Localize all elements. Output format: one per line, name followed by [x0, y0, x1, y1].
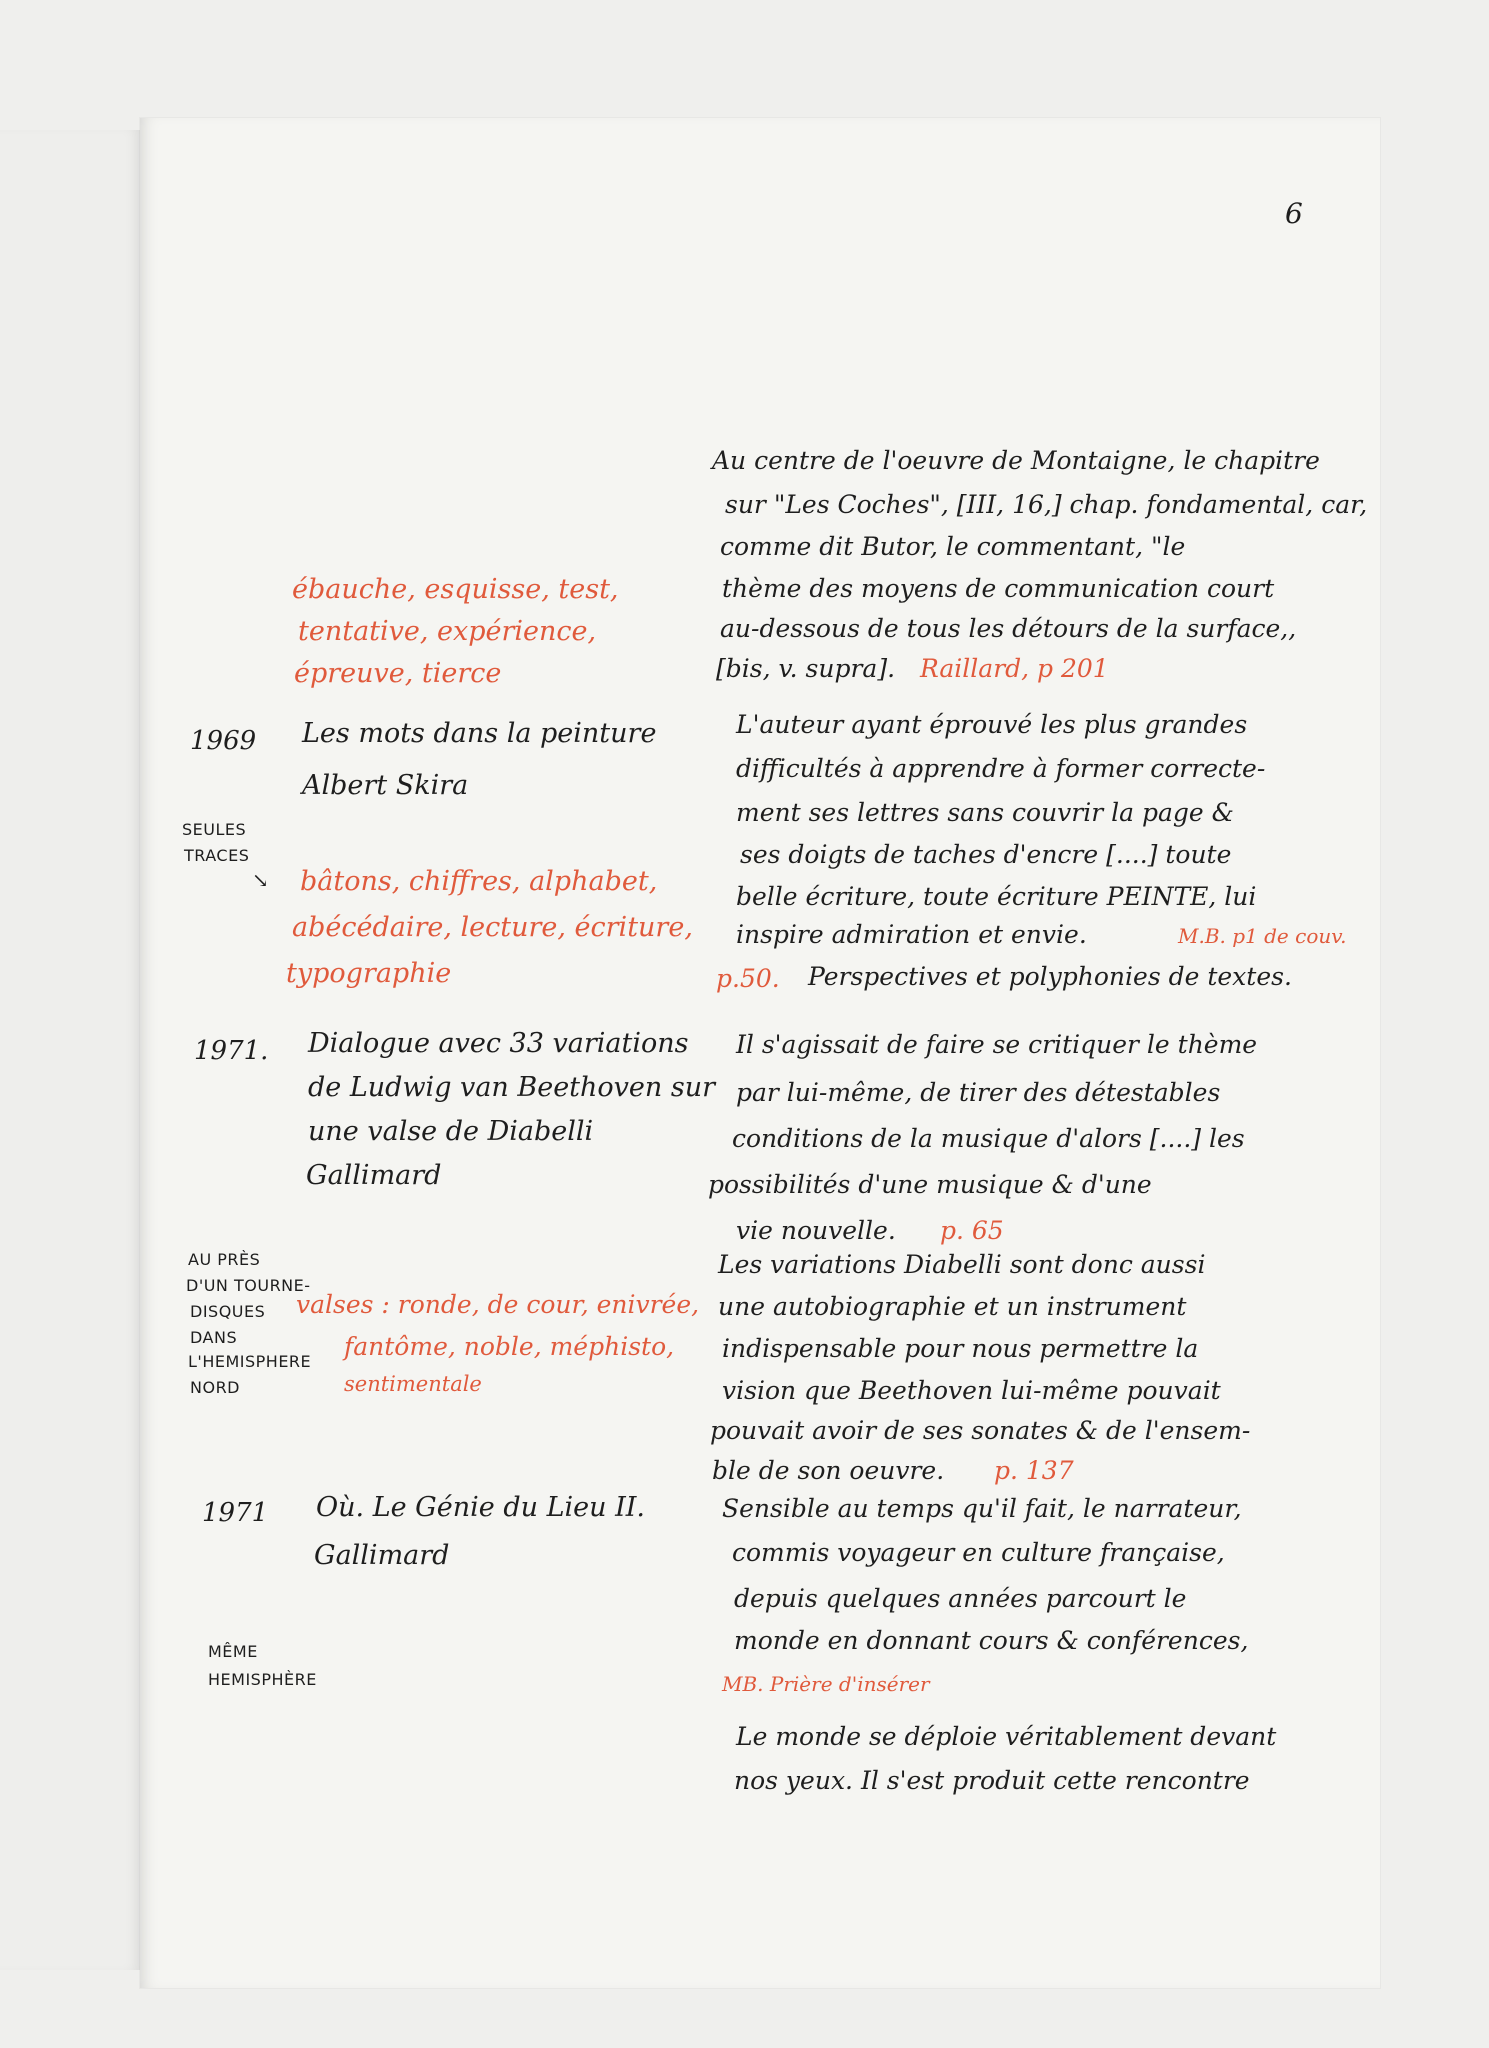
text-line: [bis, v. supra].: [716, 654, 896, 683]
margin-note: MÊME: [208, 1642, 258, 1661]
left-page-edge: [0, 130, 140, 1970]
text-line: indispensable pour nous permettre la: [722, 1334, 1199, 1363]
text-line: commis voyageur en culture française,: [732, 1538, 1225, 1567]
arrow-icon: ↘: [252, 868, 269, 892]
entry-year: 1971: [202, 1498, 269, 1528]
text-line: conditions de la musique d'alors [....] les: [732, 1124, 1245, 1153]
margin-note: D'UN TOURNE-: [186, 1276, 311, 1295]
text-line: thème des moyens de communication court: [722, 574, 1275, 603]
red-annotation: bâtons, chiffres, alphabet,: [300, 866, 658, 897]
text-line: au-dessous de tous les détours de la surface,,: [720, 614, 1297, 643]
text-line: une autobiographie et un instrument: [718, 1292, 1187, 1321]
text-line: pouvait avoir de ses sonates & de l'ensem-: [710, 1416, 1251, 1445]
citation-ref: p. 65: [940, 1216, 1004, 1245]
red-annotation: épreuve, tierce: [294, 658, 502, 689]
text-line: monde en donnant cours & conférences,: [734, 1626, 1249, 1655]
red-annotation: sentimentale: [344, 1372, 482, 1396]
margin-note: NORD: [190, 1378, 240, 1397]
text-line: possibilités d'une musique & d'une: [708, 1170, 1152, 1199]
book-title: une valse de Diabelli: [308, 1116, 594, 1147]
text-line: L'auteur ayant éprouvé les plus grandes: [736, 710, 1248, 739]
text-line: Sensible au temps qu'il fait, le narrateur,: [722, 1494, 1242, 1523]
red-annotation: abécédaire, lecture, écriture,: [292, 912, 693, 943]
text-line: comme dit Butor, le commentant, "le: [720, 532, 1186, 561]
text-line: ment ses lettres sans couvrir la page &: [736, 798, 1234, 827]
text-line: Le monde se déploie véritablement devant: [736, 1722, 1277, 1751]
book-title: de Ludwig van Beethoven sur: [308, 1072, 716, 1103]
text-line: Les variations Diabelli sont donc aussi: [718, 1250, 1206, 1279]
text-line: Il s'agissait de faire se critiquer le thème: [736, 1030, 1258, 1059]
text-line: difficultés à apprendre à former correcte-: [736, 754, 1266, 783]
red-annotation: valses : ronde, de cour, enivrée,: [296, 1290, 700, 1319]
text-line: belle écriture, toute écriture PEINTE, lui: [736, 882, 1257, 911]
entry-year: 1971.: [194, 1036, 269, 1066]
citation-ref: Raillard, p 201: [920, 654, 1109, 683]
book-publisher: Gallimard: [306, 1160, 442, 1191]
text-line: vision que Beethoven lui-même pouvait: [722, 1376, 1221, 1405]
text-line: ses doigts de taches d'encre [....] toute: [740, 840, 1232, 869]
page-number: 6: [1285, 197, 1303, 230]
book-title: Les mots dans la peinture: [302, 718, 657, 749]
text-line: ble de son oeuvre.: [712, 1456, 945, 1485]
red-annotation: tentative, expérience,: [298, 616, 597, 647]
margin-note: AU PRÈS: [188, 1250, 261, 1269]
margin-note: DANS: [190, 1328, 238, 1347]
red-annotation: fantôme, noble, méphisto,: [344, 1332, 675, 1361]
margin-note: HEMISPHÈRE: [208, 1670, 317, 1689]
citation-ref: MB. Prière d'insérer: [722, 1672, 930, 1696]
text-line: sur "Les Coches", [III, 16,] chap. fondamental, car,: [725, 490, 1368, 519]
book-title: Où. Le Génie du Lieu II.: [316, 1492, 645, 1523]
book-publisher: Gallimard: [314, 1540, 450, 1571]
book-title: Dialogue avec 33 variations: [308, 1028, 689, 1059]
text-line: nos yeux. Il s'est produit cette rencontre: [734, 1766, 1250, 1795]
margin-note: TRACES: [184, 846, 250, 865]
text-line: depuis quelques années parcourt le: [734, 1584, 1187, 1613]
text-line: vie nouvelle.: [736, 1216, 896, 1245]
citation-ref: p.50.: [716, 964, 780, 993]
entry-year: 1969: [190, 726, 257, 756]
citation-ref: p. 137: [994, 1456, 1074, 1485]
margin-note: SEULES: [182, 820, 247, 839]
text-line: inspire admiration et envie.: [736, 920, 1087, 949]
citation-ref: M.B. p1 de couv.: [1178, 924, 1347, 948]
text-line: Perspectives et polyphonies de textes.: [808, 962, 1292, 991]
margin-note: L'HEMISPHERE: [188, 1352, 312, 1371]
red-annotation: typographie: [286, 958, 452, 989]
red-annotation: ébauche, esquisse, test,: [292, 574, 619, 605]
text-line: Au centre de l'oeuvre de Montaigne, le chapitre: [712, 446, 1320, 475]
book-publisher: Albert Skira: [302, 770, 469, 801]
margin-note: DISQUES: [190, 1302, 266, 1321]
text-line: par lui-même, de tirer des détestables: [736, 1078, 1221, 1107]
